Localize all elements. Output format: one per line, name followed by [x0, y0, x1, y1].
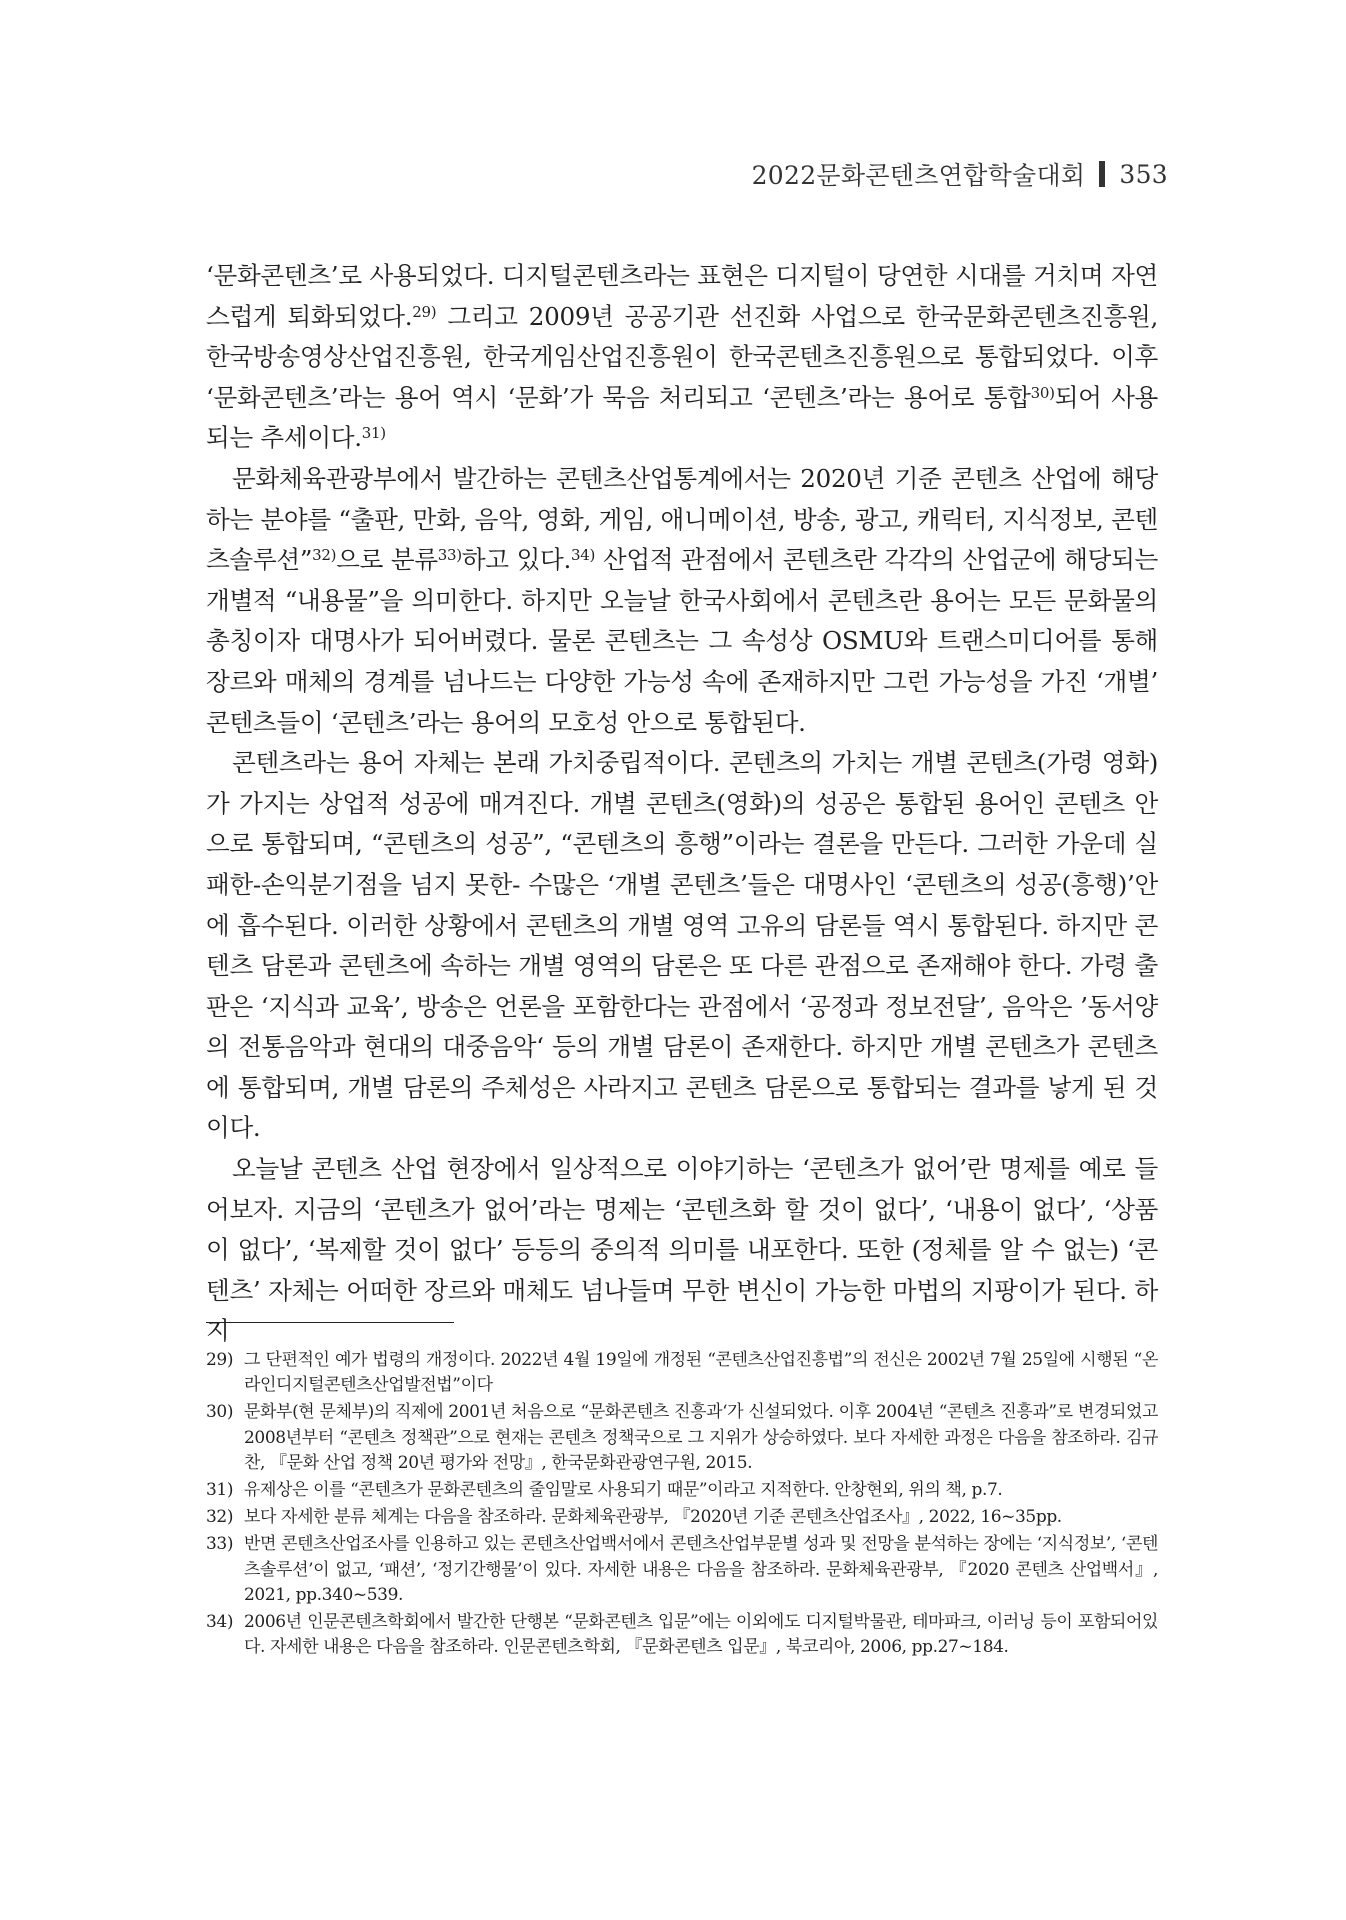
- paragraph-2-text-b: 으로 분류: [336, 545, 438, 575]
- footnote-number: 29): [206, 1350, 234, 1370]
- paragraph-2-text-d: 산업적 관점에서 콘텐츠란 각각의 산업군에 해당되는 개별적 “내용물”을 의미한다. 하지만 오늘날 한국사회에서 콘텐츠란 용어는 모든 문화물의 총칭이자 대명사가 되어버렸다. 물론 콘텐츠는 그 속성상 OSMU와 트랜스미디어를 통해 장르와 매체의 경계를 넘나드는 다양한 가능성 속에 존재하지만 그런 가능성을 가진 ‘개별’ 콘텐츠들이 ‘콘텐츠’라는 용어의 모호성 안으로 통합된다.: [206, 545, 1158, 737]
- page-number: 353: [1119, 159, 1168, 189]
- running-header: [752, 156, 1168, 192]
- footnote-text: 2006년 인문콘텐츠학회에서 발간한 단행본 “문화콘텐츠 입문”에는 이외에도 디지털박물관, 테마파크, 이러닝 등이 포함되어있다. 자세한 내용은 다음을 참조하라. 인문콘텐츠학회, 『문화콘텐츠 입문』, 북코리아, 2006, pp.27~184.: [244, 1612, 1158, 1658]
- footnote-number: 32): [206, 1507, 234, 1528]
- header-divider: [1099, 161, 1105, 187]
- footnote-29: [206, 1348, 1158, 1398]
- footnotes: [206, 1348, 1158, 1662]
- footnote-text: 보다 자세한 분류 체계는 다음을 참조하라. 문화체육관광부, 『2020년 기준 콘텐츠산업조사』, 2022, 16~35pp.: [244, 1507, 1062, 1528]
- footnote-31: [206, 1478, 1158, 1503]
- main-text: [206, 256, 1158, 1352]
- footnote-number: 34): [206, 1612, 234, 1633]
- paragraph-4: 오늘날 콘텐츠 산업 현장에서 일상적으로 이야기하는 ‘콘텐츠가 없어’란 명제를 예로 들어보자. 지금의 ‘콘텐츠가 없어’라는 명제는 ‘콘텐츠화 할 것이 없다’, ‘내용이 없다’, ‘상품이 없다’, ‘복제할 것이 없다’ 등등의 중의적 의미를 내포한다. 또한 (정체를 알 수 없는) ‘콘텐츠’ 자체는 어떠한 장르와 매체도 넘나들며 무한 변신이 가능한 마법의 지팡이가 된다. 하지: [206, 1154, 1158, 1346]
- footnote-32: [206, 1505, 1158, 1530]
- footnote-ref-31[interactable]: 31): [361, 424, 386, 443]
- footnote-ref-34[interactable]: 34): [571, 546, 596, 565]
- footnote-number: 33): [206, 1534, 234, 1555]
- footnote-30: [206, 1400, 1158, 1476]
- footnote-number: 30): [206, 1402, 234, 1423]
- footnote-33: [206, 1532, 1158, 1608]
- paragraph-1-text-a: ‘문화콘텐츠’로 사용되었다. 디지털콘텐츠라는 표현은 디지털이 당연한 시대를 거치며 자연스럽게 퇴화되었다.: [206, 261, 1158, 331]
- footnote-ref-32[interactable]: 32): [312, 546, 337, 565]
- footnote-text: 그 단편적인 예가 법령의 개정이다. 2022년 4월 19일에 개정된 “콘텐츠산업진흥법”의 전신은 2002년 7월 25일에 시행된 “온라인디지털콘텐츠산업발전법”이다: [244, 1350, 1158, 1396]
- footnote-text: 반면 콘텐츠산업조사를 인용하고 있는 콘텐츠산업백서에서 콘텐츠산업부문별 성과 및 전망을 분석하는 장에는 ‘지식정보’, ‘콘텐츠솔루션’이 없고, ‘패션’, ‘정기간행물’이 있다. 자세한 내용은 다음을 참조하라. 문화체육관광부, 『2020 콘텐츠 산업백서』, 2021, pp.340~539.: [244, 1534, 1158, 1605]
- footnote-text: 문화부(현 문체부)의 직제에 2001년 처음으로 “문화콘텐츠 진흥과‘가 신설되었다. 이후 2004년 “콘텐츠 진흥과”로 변경되었고 2008년부터 “콘텐츠 정책관”으로 현재는 콘텐츠 정책국으로 그 지위가 상승하였다. 보다 자세한 과정은 다음을 참조하라. 김규찬, 『문화 산업 정책 20년 평가와 전망』, 한국문화관광연구원, 2015.: [244, 1402, 1158, 1473]
- paragraph-2-text-a: 문화체육관광부에서 발간하는 콘텐츠산업통계에서는 2020년 기준 콘텐츠 산업에 해당하는 분야를 “출판, 만화, 음악, 영화, 게임, 애니메이션, 방송, 광고, 캐릭터, 지식정보, 콘텐츠솔루션”: [206, 463, 1158, 575]
- paragraph-2-text-c: 하고 있다.: [461, 545, 572, 575]
- paragraph-3: 콘텐츠라는 용어 자체는 본래 가치중립적이다. 콘텐츠의 가치는 개별 콘텐츠(가령 영화)가 가지는 상업적 성공에 매겨진다. 개별 콘텐츠(영화)의 성공은 통합된 용어인 콘텐츠 안으로 통합되며, “콘텐츠의 성공”, “콘텐츠의 흥행”이라는 결론을 만든다. 그러한 가운데 실패한-손익분기점을 넘지 못한- 수많은 ‘개별 콘텐츠’들은 대명사인 ‘콘텐츠의 성공(흥행)’안에 흡수된다. 이러한 상황에서 콘텐츠의 개별 영역 고유의 담론들 역시 통합된다. 하지만 콘텐츠 담론과 콘텐츠에 속하는 개별 영역의 담론은 또 다른 관점으로 존재해야 한다. 가령 출판은 ‘지식과 교육’, 방송은 언론을 포함한다는 관점에서 ‘공정과 정보전달’, 음악은 ’동서양의 전통음악과 현대의 대중음악‘ 등의 개별 담론이 존재한다. 하지만 개별 콘텐츠가 콘텐츠에 통합되며, 개별 담론의 주체성은 사라지고 콘텐츠 담론으로 통합되는 결과를 낳게 된 것이다.: [206, 748, 1158, 1143]
- paragraph-2: [206, 459, 1158, 743]
- header-title: 2022문화콘텐츠연합학술대회: [751, 161, 1086, 190]
- footnote-ref-33[interactable]: 33): [437, 546, 462, 565]
- footnote-ref-30[interactable]: 30): [1030, 383, 1055, 402]
- paragraph-1: [206, 256, 1158, 459]
- footnote-number: 31): [206, 1480, 234, 1501]
- footnote-ref-29[interactable]: 29): [412, 302, 437, 321]
- paragraph-1-text-b: 그리고 2009년 공공기관 선진화 사업으로 한국문화콘텐츠진흥원, 한국방송영상산업진흥원, 한국게임산업진흥원이 한국콘텐츠진흥원으로 통합되었다. 이후 ‘문화콘텐츠’라는 용어 역시 ‘문화’가 묵음 처리되고 ‘콘텐츠’라는 용어로 통합: [206, 301, 1158, 412]
- footnote-separator: [206, 1322, 454, 1323]
- footnote-34: [206, 1610, 1158, 1660]
- footnote-text: 유제상은 이를 “콘텐츠가 문화콘텐츠의 줄임말로 사용되기 때문”이라고 지적한다. 안창현외, 위의 책, p.7.: [244, 1480, 1003, 1501]
- paragraph-1-text-c: 되어 사용되는 추세이다.: [206, 382, 1158, 453]
